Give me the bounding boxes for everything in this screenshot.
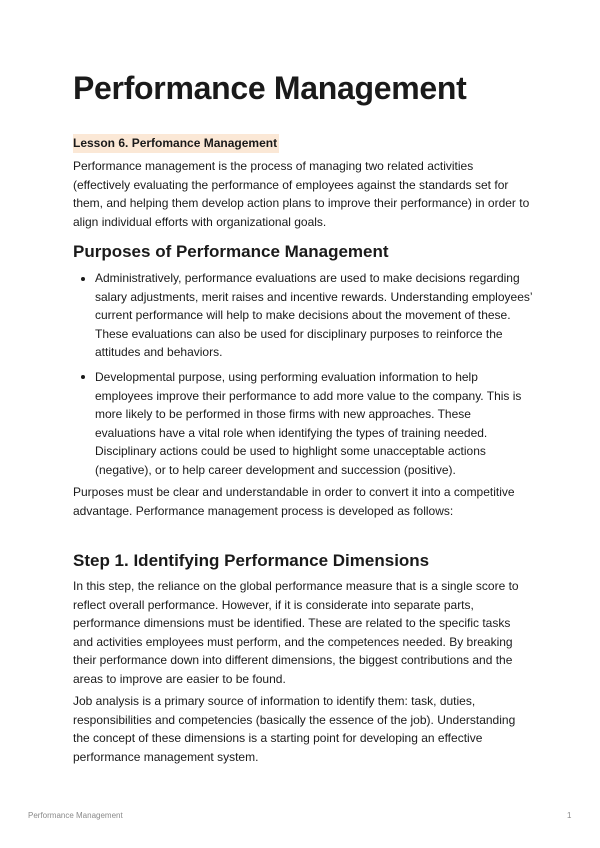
- purposes-closing-paragraph: Purposes must be clear and understandable in order to convert it into a competitive advantage. Performance management process is developed as follows:: [73, 485, 515, 518]
- intro-paragraph: Performance management is the process of managing two related activities (effectively evaluating the performance of employees against the standards set for them, and helping them develop action plans to improve their performance) in order to align individual efforts with organizational goals.: [73, 159, 530, 229]
- list-item: Developmental purpose, using performing evaluation information to help employees improve their performance to add more value to the company. This is more likely to be performed in those firms with new approaches. These evaluations have a vital role when identifying the types of training needed. Disciplinary actions could be used to highlight some unacceptable actions (negative), or to help career development and succession (positive).: [73, 368, 533, 480]
- footer-title: Performance Management: [28, 811, 123, 820]
- lesson-label: Lesson 6. Perfomance Management: [73, 134, 279, 153]
- page-title: Performance Management: [73, 70, 467, 106]
- purposes-heading: Purposes of Performance Management: [73, 242, 389, 261]
- step1-paragraph: Job analysis is a primary source of information to identify them: task, duties, responsibilities and competencies (basically the essence of the job). Understanding the concept of these dimensions is a starting point for developing an effective performance management system.: [73, 694, 516, 764]
- footer-page-number: 1: [567, 811, 572, 820]
- purposes-list: [73, 269, 533, 480]
- step1-paragraph: In this step, the reliance on the global performance measure that is a single score to reflect overall performance. However, if it is considerate into separate parts, performance dimensions must be identified. These are related to the specific tasks and activities employees must perform, and the competences needed. By breaking their performance down into different dimensions, the biggest contributions and the areas to improve are easier to be found.: [73, 579, 519, 686]
- step1-heading: Step 1. Identifying Performance Dimensions: [73, 551, 430, 570]
- list-item: Administratively, performance evaluations are used to make decisions regarding salary adjustments, merit raises and incentive rewards. Understanding employees’ current performance will help to make decisions about the movement of these. These evaluations can also be used for disciplinary purposes to reinforce the attitudes and behaviors.: [73, 269, 533, 362]
